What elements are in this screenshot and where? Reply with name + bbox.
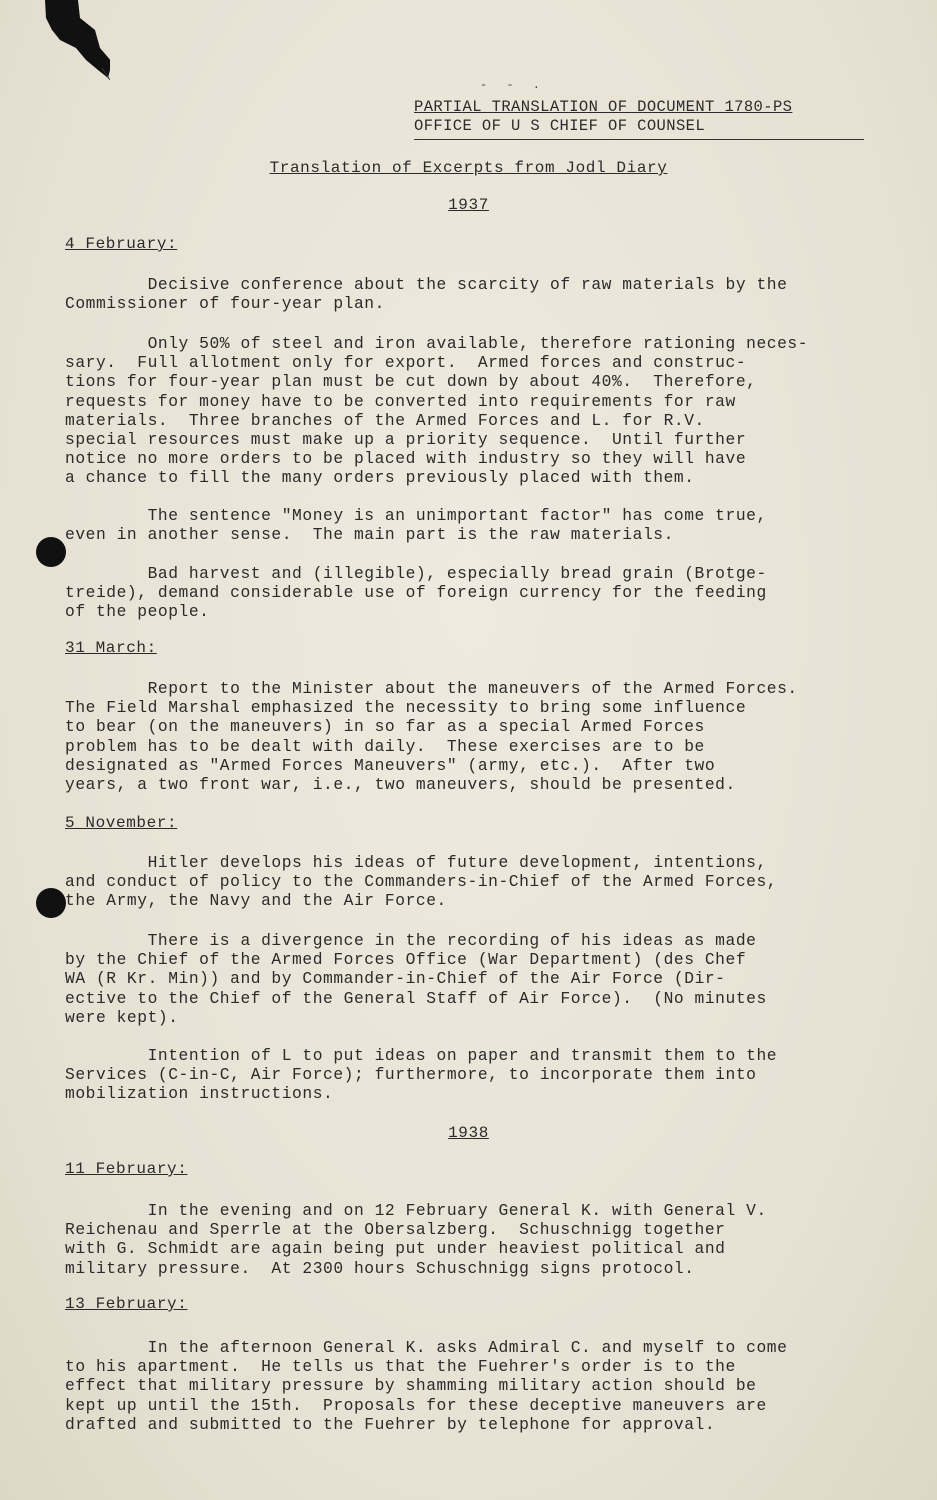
entry-feb4-paragraph-4: Bad harvest and (illegible), especially bread grain (Brotge- treide), demand considerable use of foreign currency for the feeding of the people.	[65, 564, 767, 622]
document-title-text: Translation of Excerpts from Jodl Diary	[269, 159, 668, 177]
entry-heading-mar31: 31 March:	[65, 639, 157, 657]
stray-marks: - - .	[480, 78, 547, 92]
entry-nov5-paragraph-3: Intention of L to put ideas on paper and transmit them to the Services (C-in-C, Air Force); furthermore, to incorporate them into mobilization instructions.	[65, 1046, 778, 1104]
entry-heading-feb4: 4 February:	[65, 235, 178, 253]
year-heading-1938	[0, 1124, 937, 1142]
punch-hole-bottom	[36, 888, 66, 918]
document-title	[0, 159, 937, 177]
document-header	[414, 98, 866, 136]
entry-mar31-paragraph-1: Report to the Minister about the maneuvers of the Armed Forces. The Field Marshal emphasized the necessity to bring some influence to bear (on the maneuvers) in so far as a special Armed Forces problem has to be dealt with daily. These exercises are to be designated as "Armed Forces Maneuvers" (army, etc.). After two years, a two front war, i.e., two maneuvers, should be presented.	[65, 679, 798, 795]
entry-feb13-paragraph-1: In the afternoon General K. asks Admiral C. and myself to come to his apartment. He tells us that the Fuehrer's order is to the effect that military pressure by shamming military action should be kept up until the 15th. Proposals for these deceptive maneuvers are drafted and submitted to the Fuehrer by telephone for approval.	[65, 1338, 788, 1434]
year-1937-text: 1937	[448, 196, 489, 214]
header-line-1: PARTIAL TRANSLATION OF DOCUMENT 1780-PS	[414, 98, 793, 116]
corner-stain	[40, 0, 110, 80]
entry-feb11-paragraph-1: In the evening and on 12 February General K. with General V. Reichenau and Sperrle at the Obersalzberg. Schuschnigg together with G. Schmidt are again being put under heaviest political and military pressure. At 2300 hours Schuschnigg signs protocol.	[65, 1201, 767, 1278]
entry-heading-feb13: 13 February:	[65, 1295, 188, 1313]
entry-nov5-paragraph-2: There is a divergence in the recording of his ideas as made by the Chief of the Armed Forces Office (War Department) (des Chef WA (R Kr. Min)) and by Commander-in-Chief of the Air Force (Dir- ective to the Chief of the General Staff of Air Force). (No minutes were kept).	[65, 931, 767, 1027]
entry-heading-feb11: 11 February:	[65, 1160, 188, 1178]
entry-nov5-paragraph-1: Hitler develops his ideas of future development, intentions, and conduct of policy to the Commanders-in-Chief of the Armed Forces, the Army, the Navy and the Air Force.	[65, 853, 778, 911]
year-heading-1937	[0, 196, 937, 214]
entry-heading-nov5: 5 November:	[65, 814, 178, 832]
year-1938-text: 1938	[448, 1124, 489, 1142]
punch-hole-top	[36, 537, 66, 567]
entry-feb4-paragraph-3: The sentence "Money is an unimportant factor" has come true, even in another sense. The main part is the raw materials.	[65, 506, 767, 545]
entry-feb4-paragraph-1: Decisive conference about the scarcity of raw materials by the Commissioner of four-year plan.	[65, 275, 788, 314]
entry-feb4-paragraph-2: Only 50% of steel and iron available, therefore rationing neces- sary. Full allotment only for export. Armed forces and construc- tions for four-year plan must be cut down by about 40%. Therefore, requests for money have to be converted into requirements for raw materials. Three branches of the Armed Forces and L. for R.V. special resources must make up a priority sequence. Until further notice no more orders to be placed with industry so they will have a chance to fill the many orders previously placed with them.	[65, 334, 809, 488]
header-line-2: OFFICE OF U S CHIEF OF COUNSEL	[414, 117, 706, 135]
header-rule	[414, 139, 864, 140]
